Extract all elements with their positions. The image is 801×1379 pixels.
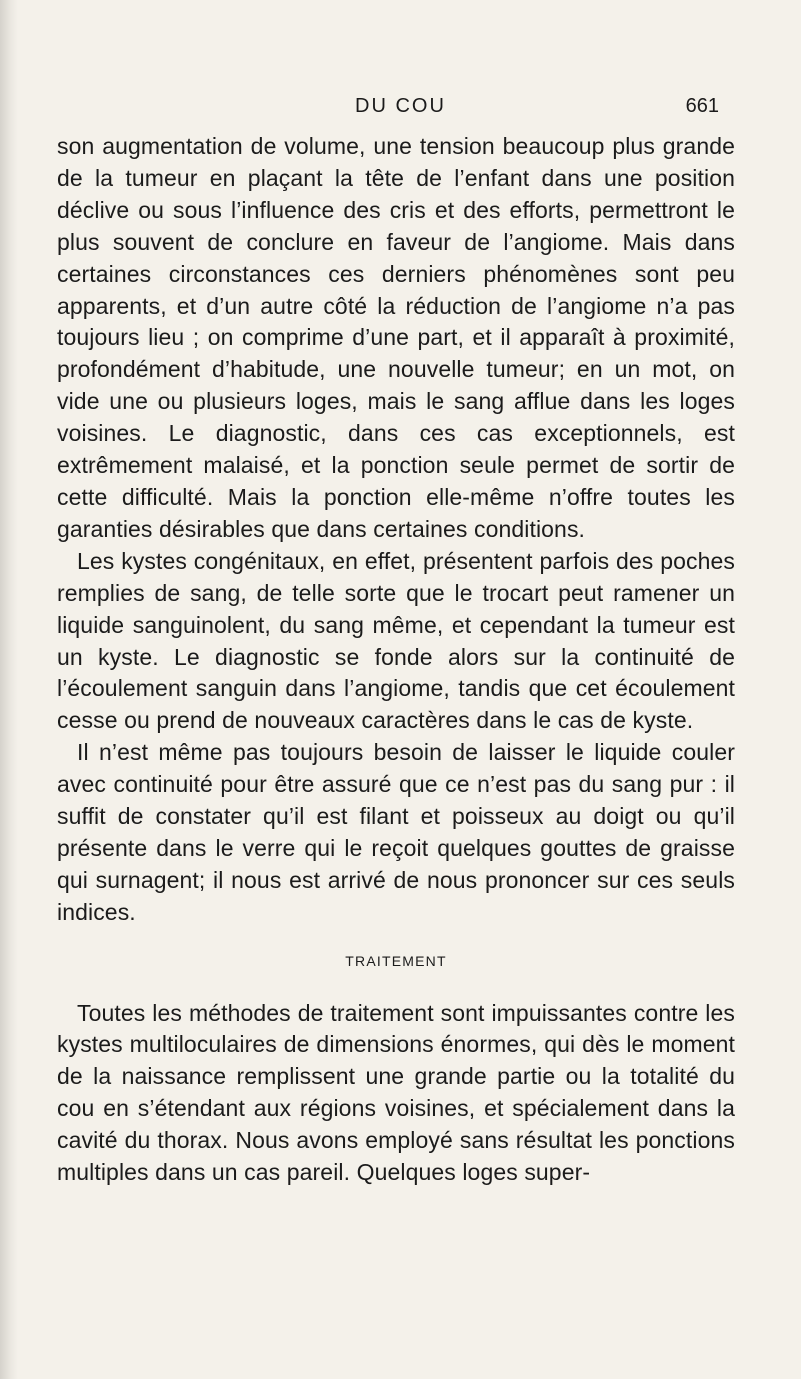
running-title: DU COU xyxy=(355,95,446,117)
body-text xyxy=(57,131,735,1189)
section-heading: TRAITEMENT xyxy=(345,952,447,969)
page-header xyxy=(0,95,801,125)
page-edge-shadow xyxy=(0,0,18,1379)
paragraph-1: son augmentation de volume, une tension beaucoup plus grande de la tumeur en plaçant la tête de l’enfant dans une position déclive ou sous l’influence des cris et des efforts, permettront le plus souvent de conclure en faveur de l’angiome. Mais dans certaines circonstances ces derniers phénomènes sont peu apparents, et d’un autre côté la réduction de l’angiome n’a pas toujours lieu ; on comprime d’une part, et il apparaît à proximité, profondément d’habitude, une nouvelle tumeur; en un mot, on vide une ou plusieurs loges, mais le sang afflue dans les loges voisines. Le diagnostic, dans ces cas exceptionnels, est extrêmement malaisé, et la ponction seule permet de sortir de cette difficulté. Mais la ponction elle-même n’offre toutes les garanties désirables que dans certaines conditions. xyxy=(57,133,735,542)
paragraph-4: Toutes les méthodes de traitement sont impuissantes contre les kystes multiloculaires de dimensions énormes, qui dès le moment de la naissance remplissent une grande partie ou la totalité du cou en s’étendant aux régions voisines, et spécialement dans la cavité du thorax. Nous avons employé sans résultat les ponctions multiples dans un cas pareil. Quelques loges super- xyxy=(57,999,735,1186)
paragraph-3: Il n’est même pas toujours besoin de laisser le liquide couler avec continuité pour être assuré que ce n’est pas du sang pur : il suffit de constater qu’il est filant et poisseux au doigt ou qu’il présente dans le verre qui le reçoit quelques gouttes de graisse qui surnagent; il nous est arrivé de nous prononcer sur ces seuls indices. xyxy=(57,739,735,925)
paragraph-2: Les kystes congénitaux, en effet, présentent parfois des poches remplies de sang, de telle sorte que le trocart peut ramener un liquide sanguinolent, du sang même, et cependant la tumeur est un kyste. Le diagnostic se fonde alors sur la continuité de l’écoulement sanguin dans l’angiome, tandis que cet écoulement cesse ou prend de nouveaux caractères dans le cas de kyste. xyxy=(57,547,735,734)
page-number: 661 xyxy=(685,95,719,117)
